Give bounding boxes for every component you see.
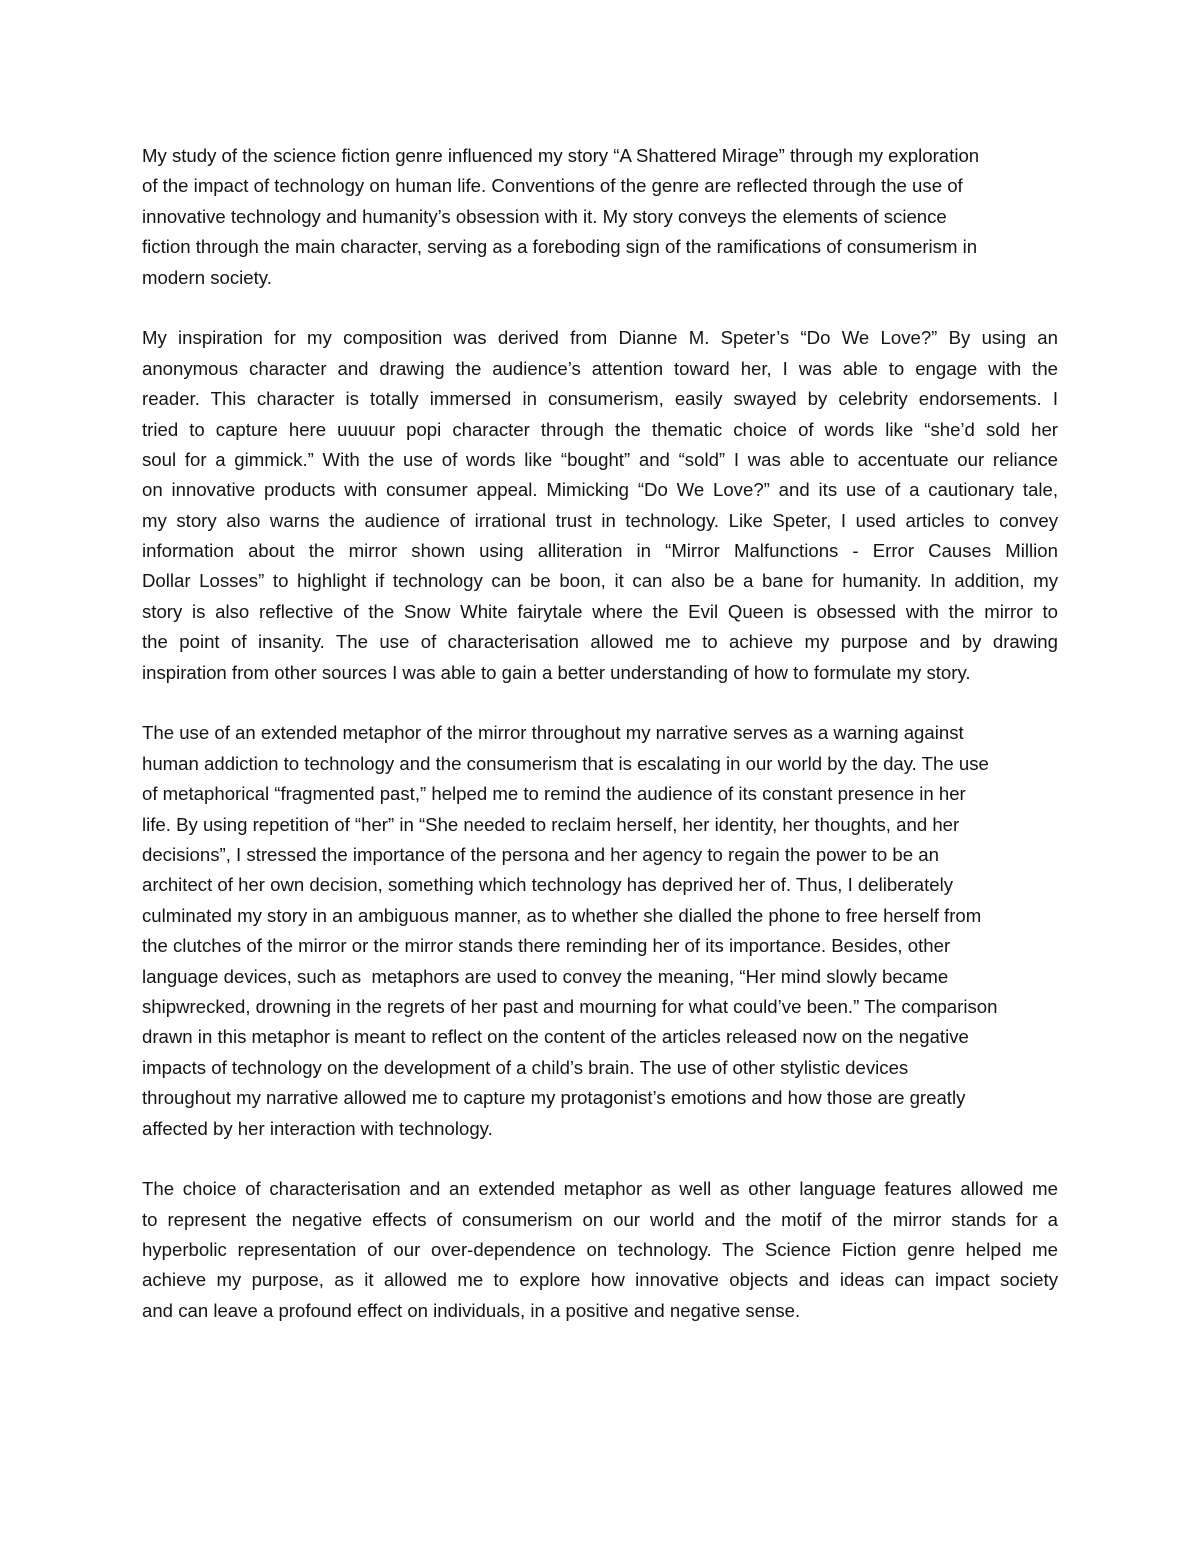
text-line: Dollar Losses” to highlight if technology can be boon, it can also be a bane for humanity. In addition, my [142,570,1058,592]
text-line: to represent the negative effects of consumerism on our world and the motif of the mirror stands for a [142,1208,1058,1230]
text-line: modern society. [142,266,272,288]
text-line: impacts of technology on the development of a child’s brain. The use of other stylistic devices [142,1056,909,1078]
text-line: my story also warns the audience of irrational trust in technology. Like Speter, I used articles to convey [142,509,1058,531]
text-line: My study of the science fiction genre influenced my story “A Shattered Mirage” through my exploration [142,145,980,166]
text-line: affected by her interaction with technology. [142,1117,493,1139]
text-line: the point of insanity. The use of characterisation allowed me to achieve my purpose and by drawing [142,631,1058,653]
text-line: information about the mirror shown using alliteration in “Mirror Malfunctions - Error Causes Million [142,540,1058,562]
text-line: anonymous character and drawing the audience’s attention toward her, I was able to engage with the [142,357,1058,379]
text-line: story is also reflective of the Snow White fairytale where the Evil Queen is obsessed with the mirror to [142,600,1058,622]
text-line: The choice of characterisation and an extended metaphor as well as other language features allowed me [142,1178,1058,1200]
paragraph [142,323,1058,688]
text-line: architect of her own decision, something which technology has deprived her of. Thus, I deliberately [142,874,954,896]
text-line: and can leave a profound effect on individuals, in a positive and negative sense. [142,1299,801,1321]
text-line: life. By using repetition of “her” in “She needed to reclaim herself, her identity, her thoughts, and her [142,813,960,835]
paragraph [142,141,1058,293]
text-line: hyperbolic representation of our over-dependence on technology. The Science Fiction genre helped me [142,1239,1058,1261]
text-line: human addiction to technology and the consumerism that is escalating in our world by the day. The use [142,752,989,774]
text-line: inspiration from other sources I was able to gain a better understanding of how to formulate my story. [142,661,971,683]
text-line: language devices, such as metaphors are used to convey the meaning, “Her mind slowly became [142,965,949,987]
text-line: My inspiration for my composition was derived from Dianne M. Speter’s “Do We Love?” By using an [142,327,1058,349]
text-line: of the impact of technology on human life. Conventions of the genre are reflected through the use of [142,175,963,197]
text-line: shipwrecked, drowning in the regrets of her past and mourning for what could’ve been.” The comparison [142,995,998,1017]
text-line: on innovative products with consumer appeal. Mimicking “Do We Love?” and its use of a cautionary tale, [142,479,1058,501]
text-line: innovative technology and humanity’s obsession with it. My story conveys the elements of science [142,205,947,227]
text-line: soul for a gimmick.” With the use of words like “bought” and “sold” I was able to accentuate our reliance [142,448,1058,470]
text-line: The use of an extended metaphor of the mirror throughout my narrative serves as a warning against [142,722,964,744]
paragraph [142,1174,1058,1326]
text-line: the clutches of the mirror or the mirror stands there reminding her of its importance. Besides, other [142,935,951,957]
text-line: drawn in this metaphor is meant to reflect on the content of the articles released now on the negative [142,1026,969,1048]
text-line: throughout my narrative allowed me to capture my protagonist’s emotions and how those are greatly [142,1087,966,1109]
text-line: achieve my purpose, as it allowed me to explore how innovative objects and ideas can impact society [142,1269,1058,1291]
text-line: decisions”, I stressed the importance of the persona and her agency to regain the power to be an [142,843,939,865]
paragraph [142,718,1058,1143]
text-line: of metaphorical “fragmented past,” helped me to remind the audience of its constant presence in her [142,783,966,805]
text-line: fiction through the main character, serving as a foreboding sign of the ramifications of consumerism in [142,236,978,258]
text-line: tried to capture here uuuuur popi character through the thematic choice of words like “she’d sold her [142,418,1058,440]
text-line: reader. This character is totally immersed in consumerism, easily swayed by celebrity endorsements. I [142,388,1058,410]
document-body [142,141,1058,1326]
text-line: culminated my story in an ambiguous manner, as to whether she dialled the phone to free herself from [142,904,982,926]
